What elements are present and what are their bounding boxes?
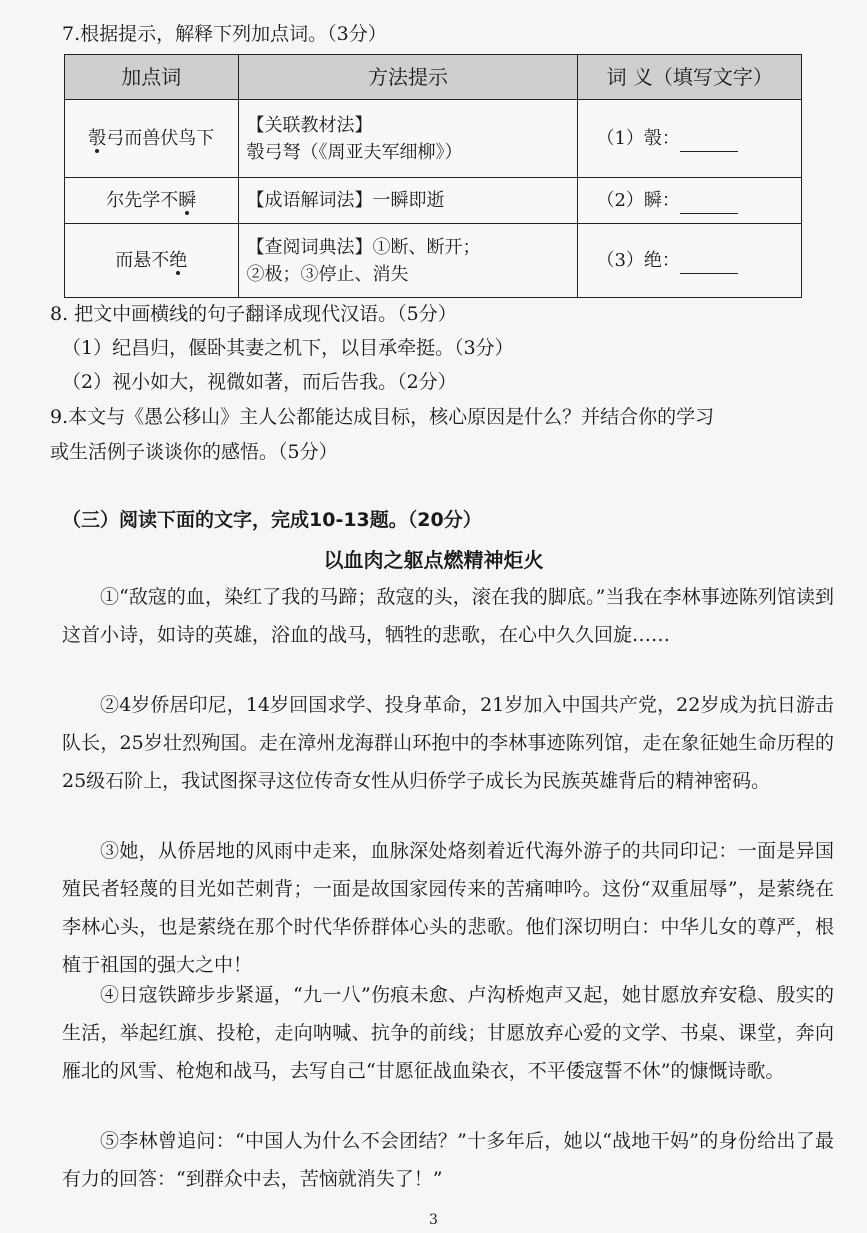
meaning-cell xyxy=(578,178,802,224)
meaning-cell xyxy=(578,224,802,298)
answer-blank[interactable] xyxy=(680,133,738,152)
word-cell xyxy=(65,100,239,178)
method-line: 【查阅词典法】①断、断开； xyxy=(246,236,481,258)
article-title: 以血肉之躯点燃精神炬火 xyxy=(323,548,544,572)
meaning-label: （3）绝： xyxy=(596,250,680,271)
meaning-label: （1）彀： xyxy=(596,128,680,149)
dotted-char: 绝 xyxy=(169,250,188,271)
article-paragraph: ④日寇铁蹄步步紧逼，“九一八”伤痕未愈、卢沟桥炮声又起，她甘愿放弃安稳、殷实的生活，举起红旗、投枪，走向呐喊、抗争的前线；甘愿放弃心爱的文学、书桌、课堂，奔向雁北的风雪、枪炮和战马，去写自己“甘愿征战血染衣，不平倭寇誓不休”的慷慨诗歌。 xyxy=(62,984,834,1082)
q8-item: （2）视小如大，视微如著，而后告我。（2分） xyxy=(62,371,457,393)
method-cell xyxy=(238,224,578,298)
table-header-row xyxy=(65,55,802,100)
word-text: 尔先学不 xyxy=(106,190,179,211)
word-text: 而悬不 xyxy=(115,250,170,271)
method-line: 【关联教材法】 xyxy=(246,114,373,136)
answer-blank[interactable] xyxy=(680,195,738,214)
method-cell xyxy=(238,178,578,224)
header-word: 加点词 xyxy=(65,55,239,100)
answer-blank[interactable] xyxy=(680,255,738,274)
word-cell xyxy=(65,224,239,298)
page-number: 3 xyxy=(429,1212,438,1228)
article-paragraph: ③她，从侨居地的风雨中走来，血脉深处烙刻着近代海外游子的共同印记：一面是异国殖民者轻蔑的目光如芒刺背；一面是故国家园传来的苦痛呻吟。这份“双重屈辱”，是萦绕在李林心头，也是萦绕在那个时代华侨群体心头的悲歌。他们深切明白：中华儿女的尊严，根植于祖国的强大之中！ xyxy=(62,840,834,976)
q8-item: （1）纪昌归，偃卧其妻之机下，以目承牵挺。（3分） xyxy=(62,337,514,359)
method-cell xyxy=(238,100,578,178)
table-row xyxy=(65,178,802,224)
header-method: 方法提示 xyxy=(238,55,578,100)
word-text: 弓而兽伏鸟下 xyxy=(106,128,215,149)
method-line: ②极；③停止、消失 xyxy=(246,263,409,285)
word-cell xyxy=(65,178,239,224)
article-paragraph: ①“敌寇的血，染红了我的马蹄；敌寇的头，滚在我的脚底。”当我在李林事迹陈列馆读到这首小诗，如诗的英雄，浴血的战马，牺牲的悲歌，在心中久久回旋…… xyxy=(62,586,834,646)
q9-line: 或生活例子谈谈你的感悟。（5分） xyxy=(50,441,338,463)
table-row xyxy=(65,224,802,298)
article-paragraph: ②4岁侨居印尼，14岁回国求学、投身革命，21岁加入中国共产党，22岁成为抗日游击队长，25岁壮烈殉国。走在漳州龙海群山环抱中的李林事迹陈列馆，走在象征她生命历程的25级石阶上，我试图探寻这位传奇女性从归侨学子成长为民族英雄背后的精神密码。 xyxy=(62,694,834,792)
q7-stem: 7.根据提示，解释下列加点词。（3分） xyxy=(62,23,387,45)
q7-hint-table xyxy=(64,54,802,298)
dotted-char: 彀 xyxy=(88,128,107,149)
q9-line: 9.本文与《愚公移山》主人公都能达成目标，核心原因是什么？并结合你的学习 xyxy=(50,406,715,428)
q8-stem: 8. 把文中画横线的句子翻译成现代汉语。（5分） xyxy=(50,303,457,325)
section-heading: （三）阅读下面的文字，完成10-13题。（20分） xyxy=(62,509,482,531)
meaning-label: （2）瞬： xyxy=(596,190,680,211)
method-line: 彀弓弩（《周亚夫军细柳》） xyxy=(246,141,463,163)
article-paragraph: ⑤李林曾追问：“中国人为什么不会团结？”十多年后，她以“战地干妈”的身份给出了最有力的回答：“到群众中去，苦恼就消失了！” xyxy=(62,1130,834,1190)
dotted-char: 瞬 xyxy=(178,190,197,211)
header-meaning: 词 义（填写文字） xyxy=(578,55,802,100)
meaning-cell xyxy=(578,100,802,178)
method-line: 【成语解词法】一瞬即逝 xyxy=(246,190,445,211)
table-row xyxy=(65,100,802,178)
